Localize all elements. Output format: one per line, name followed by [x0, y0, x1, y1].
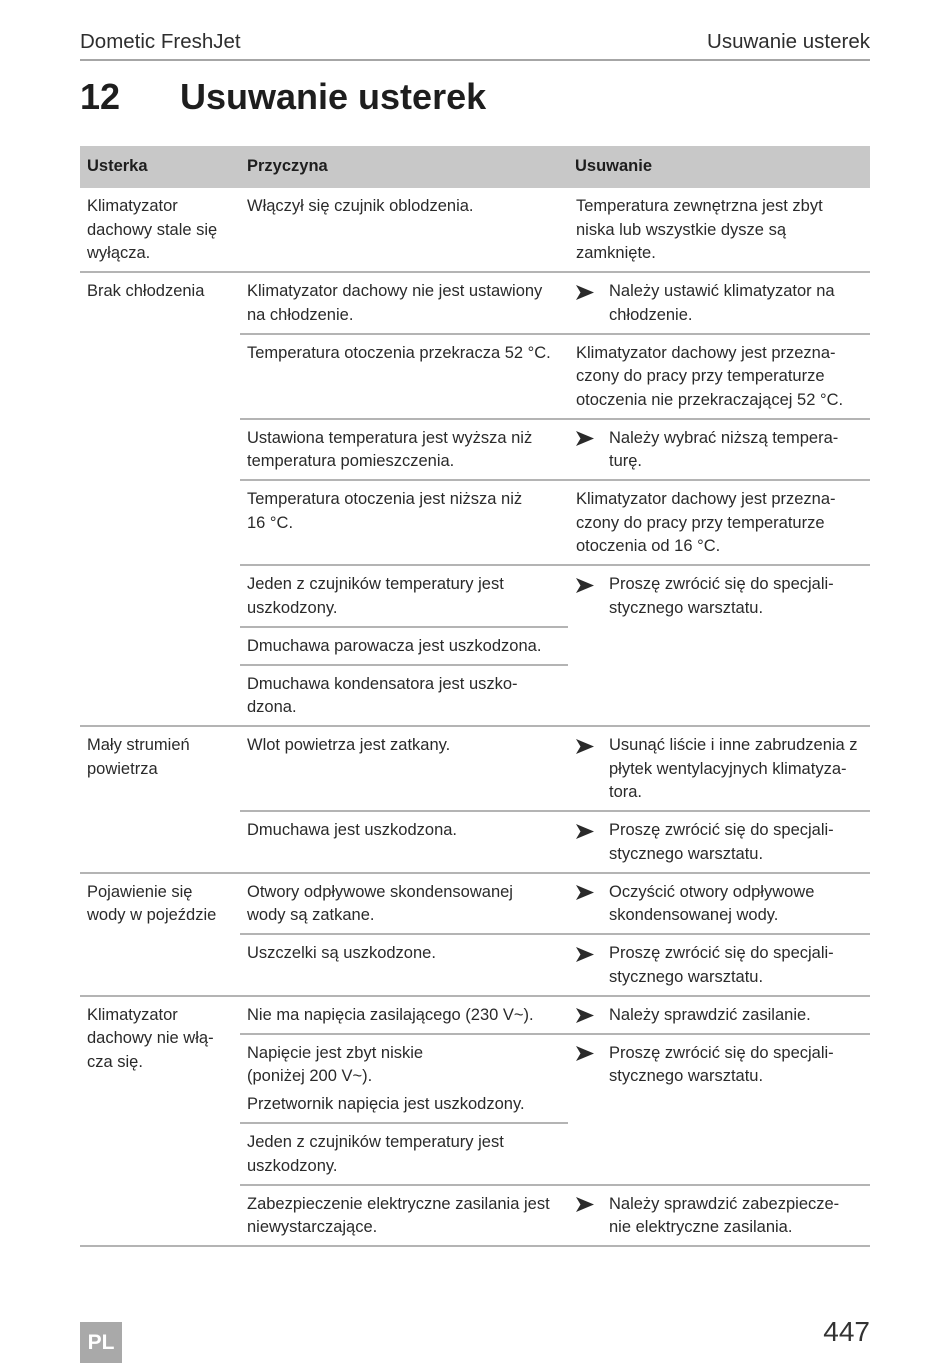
- cause-text: Dmuchawa kondensatora jest uszko- dzona.: [247, 674, 518, 716]
- arrowhead-icon: [576, 573, 609, 593]
- cause-text: Otwory odpływowe skondensowanej wody są zatkane.: [247, 882, 513, 924]
- cause-cell: [240, 726, 568, 811]
- cause-cell: [240, 188, 568, 272]
- action-step: [576, 881, 866, 928]
- arrowhead-icon: [576, 942, 609, 962]
- cause-text: Klimatyzator dachowy nie jest ustawiony na chłodzenie.: [247, 282, 543, 324]
- column-header-remedy: Usuwanie: [568, 146, 870, 188]
- remedy-cell: [568, 480, 870, 565]
- chapter-number: 12: [80, 76, 121, 117]
- remedy-cell: [568, 1185, 870, 1247]
- cause-text: Temperatura otoczenia przekracza 52 °C.: [247, 343, 551, 362]
- cause-cell: [240, 811, 568, 873]
- action-step: [576, 1004, 866, 1028]
- table-row: [80, 873, 870, 935]
- fault-text: Klimatyzator dachowy stale się wyłącza.: [87, 197, 218, 262]
- fault-text: Klimatyzator dachowy nie włą- cza się.: [87, 1005, 214, 1071]
- fault-cell: [80, 873, 240, 996]
- remedy-cell: [568, 188, 870, 272]
- cause-text: Włączył się czujnik oblodzenia.: [247, 197, 474, 215]
- remedy-text: Należy wybrać niższą tempera- turę.: [609, 428, 839, 470]
- remedy-text: Należy sprawdzić zabezpiecze- nie elektryczne zasilania.: [609, 1194, 840, 1236]
- remedy-text: Proszę zwrócić się do specjali- stycznego warsztatu.: [609, 944, 834, 986]
- cause-text: Wlot powietrza jest zatkany.: [247, 736, 451, 754]
- remedy-text: Należy ustawić klimatyzator na chłodzenie.: [609, 282, 835, 324]
- remedy-cell: [568, 811, 870, 873]
- remedy-text: Klimatyzator dachowy jest przezna- czony do pracy przy temperaturze otoczenia od 16 °C.: [576, 490, 836, 555]
- cause-text: Przetwornik napięcia jest uszkodzony.: [247, 1095, 525, 1113]
- arrowhead-icon: [576, 427, 609, 447]
- cause-cell: [240, 665, 568, 727]
- remedy-text: Klimatyzator dachowy jest przezna- czony do pracy przy temperaturze otoczenia nie przekraczającej 52 °C.: [576, 343, 844, 409]
- cause-cell: [240, 1123, 568, 1185]
- cause-cell: [240, 565, 568, 627]
- cause-text: Zabezpieczenie elektryczne zasilania jest niewystarczające.: [247, 1194, 550, 1236]
- remedy-cell: [568, 726, 870, 811]
- action-step: [576, 280, 866, 327]
- cause-text: Temperatura otoczenia jest niższa niż 16 °C.: [247, 490, 523, 532]
- fault-cell: [80, 726, 240, 873]
- action-step: [576, 734, 866, 805]
- arrowhead-icon: [576, 881, 609, 901]
- fault-cell: [80, 188, 240, 272]
- arrowhead-icon: [576, 1042, 609, 1062]
- arrowhead-icon: [576, 280, 609, 300]
- action-step: [576, 819, 866, 866]
- cause-text: Napięcie jest zbyt niskie (poniżej 200 V~).: [247, 1043, 424, 1085]
- fault-cell: [80, 996, 240, 1247]
- cause-text: Jeden z czujników temperatury jest uszkodzony.: [247, 575, 504, 617]
- running-head-product: Dometic FreshJet: [80, 30, 241, 53]
- action-step: [576, 573, 866, 620]
- fault-text: Pojawienie się wody w pojeździe: [87, 882, 217, 924]
- chapter-heading: [80, 75, 870, 119]
- cause-text: Uszczelki są uszkodzone.: [247, 944, 436, 962]
- action-step: [576, 942, 866, 989]
- action-step: [576, 427, 866, 474]
- arrowhead-icon: [576, 1004, 609, 1024]
- column-header-cause: Przyczyna: [240, 146, 568, 188]
- cause-text: Nie ma napięcia zasilającego (230 V~).: [247, 1005, 534, 1024]
- table-header-row: [80, 146, 870, 188]
- cause-cell: [240, 934, 568, 996]
- column-header-fault: Usterka: [80, 146, 240, 188]
- remedy-cell: [568, 565, 870, 726]
- cause-cell: [240, 272, 568, 334]
- remedy-cell: [568, 996, 870, 1034]
- fault-text: Mały strumień powietrza: [87, 736, 190, 778]
- arrowhead-icon: [576, 734, 609, 754]
- remedy-cell: [568, 334, 870, 419]
- remedy-text: Proszę zwrócić się do specjali- stycznego warsztatu.: [609, 1043, 834, 1085]
- table-row: [80, 726, 870, 811]
- table-row: [80, 272, 870, 334]
- remedy-text: Proszę zwrócić się do specjali- stycznego warsztatu.: [609, 575, 834, 617]
- remedy-cell: [568, 934, 870, 996]
- cause-cell: [240, 480, 568, 565]
- remedy-cell: [568, 272, 870, 334]
- running-head: [80, 29, 870, 55]
- fault-cell: [80, 272, 240, 726]
- language-tab: PL: [80, 1322, 122, 1363]
- arrowhead-icon: [576, 1193, 609, 1213]
- cause-cell: [240, 1034, 568, 1124]
- cause-cell: [240, 334, 568, 419]
- arrowhead-icon: [576, 819, 609, 839]
- cause-text: Jeden z czujników temperatury jest uszkodzony.: [247, 1133, 504, 1175]
- troubleshooting-table: [80, 146, 870, 1247]
- cause-text: Dmuchawa jest uszkodzona.: [247, 821, 458, 839]
- table-row: [80, 188, 870, 272]
- remedy-cell: [568, 1034, 870, 1185]
- remedy-text: Temperatura zewnętrzna jest zbyt niska lub wszystkie dysze są zamknięte.: [576, 197, 823, 262]
- remedy-cell: [568, 419, 870, 481]
- fault-text: Brak chłodzenia: [87, 282, 205, 300]
- cause-cell: [240, 1185, 568, 1247]
- table-row: [80, 996, 870, 1034]
- running-head-section: Usuwanie usterek: [707, 30, 870, 53]
- cause-cell: [240, 996, 568, 1034]
- action-step: [576, 1193, 866, 1240]
- remedy-text: Oczyścić otwory odpływowe skondensowanej wody.: [609, 882, 815, 924]
- remedy-cell: [568, 873, 870, 935]
- cause-text: Ustawiona temperatura jest wyższa niż temperatura pomieszczenia.: [247, 428, 533, 470]
- cause-cell: [240, 627, 568, 665]
- remedy-text: Należy sprawdzić zasilanie.: [609, 1005, 811, 1024]
- remedy-text: Proszę zwrócić się do specjali- stycznego warsztatu.: [609, 821, 834, 863]
- cause-cell: [240, 873, 568, 935]
- page-number: 447: [823, 1316, 870, 1347]
- action-step: [576, 1042, 866, 1089]
- cause-cell: [240, 419, 568, 481]
- remedy-text: Usunąć liście i inne zabrudzenia z płytek wentylacyjnych klimatyza- tora.: [609, 736, 858, 801]
- cause-text: Dmuchawa parowacza jest uszkodzona.: [247, 636, 542, 655]
- header-divider: [80, 59, 870, 61]
- chapter-title: Usuwanie usterek: [180, 76, 487, 117]
